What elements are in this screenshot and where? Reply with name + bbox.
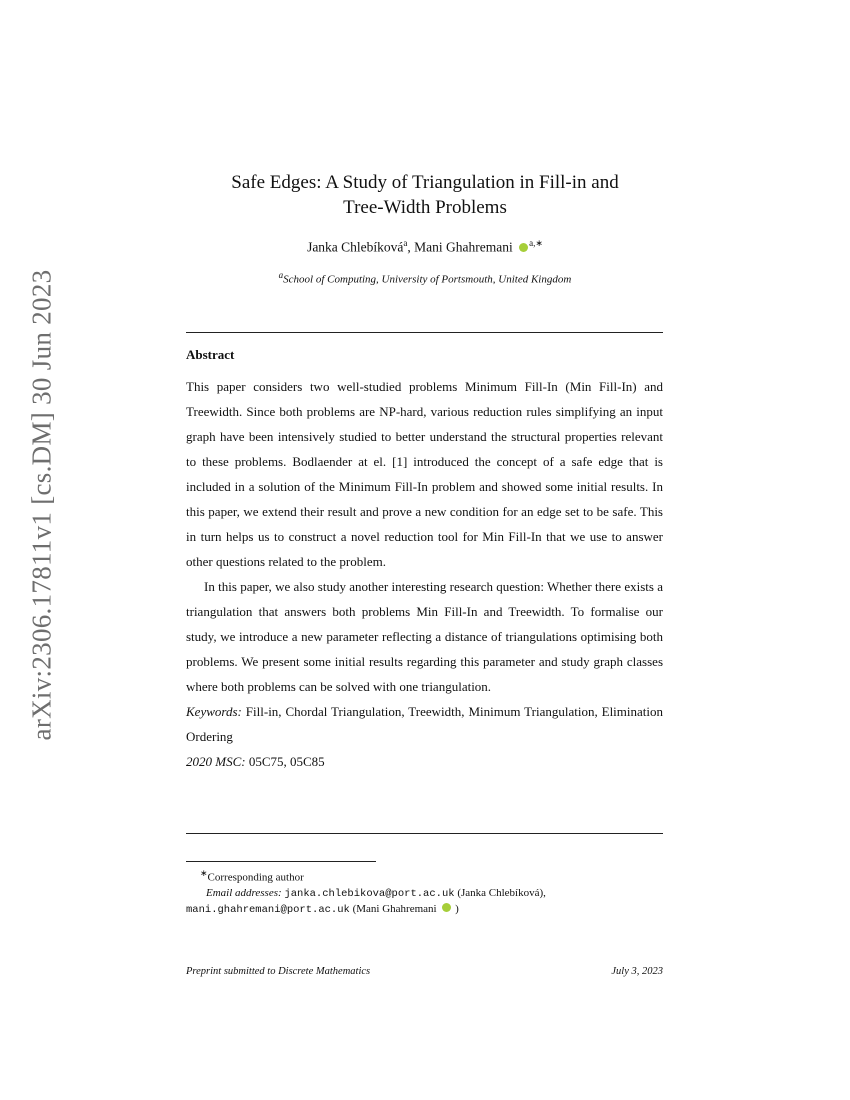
- msc-text: 05C75, 05C85: [248, 754, 325, 769]
- email-owner-2: (Mani Ghahremani: [352, 902, 437, 915]
- email-link-1[interactable]: janka.chlebikova@port.ac.uk: [284, 887, 455, 900]
- top-divider: [186, 332, 663, 333]
- author-affil-mark: a,∗: [529, 238, 543, 248]
- author-affil-mark: a: [403, 238, 408, 248]
- orcid-icon[interactable]: [519, 243, 528, 252]
- corresponding-note: [186, 866, 663, 886]
- keywords-text: Fill-in, Chordal Triangulation, Treewidth, Minimum Triangulation, Elimination Ordering: [186, 704, 664, 744]
- author-name: Janka Chlebíková: [307, 239, 404, 255]
- msc-label: 2020 MSC:: [186, 754, 246, 769]
- author-name: Mani Ghahremani: [414, 239, 513, 255]
- title-line-1: Safe Edges: A Study of Triangulation in Fill-in and: [231, 172, 619, 193]
- abstract-paragraph-2: In this paper, we also study another interesting research question: Whether there exists a triangulation that answers both problems Min Fill-In and Treewidth. To formalise our study, we introduce a new parameter reflecting a distance of triangulations optimising both problems. We present some initial results regarding this parameter and study graph classes where both problems can be solved with one triangulation.: [186, 579, 663, 694]
- arxiv-identifier: arXiv:2306.17811v1 [cs.DM] 30 Jun 2023: [26, 269, 57, 741]
- bottom-divider: [186, 833, 663, 834]
- orcid-icon[interactable]: [442, 903, 451, 912]
- corresponding-mark: ∗: [200, 868, 208, 878]
- email-label: Email addresses:: [206, 886, 282, 899]
- keywords: [186, 699, 663, 749]
- affiliation-text: School of Computing, University of Portsmouth, United Kingdom: [283, 273, 572, 286]
- paper-title: [150, 170, 700, 220]
- email-close-paren: ): [455, 902, 459, 915]
- footnote-divider: [186, 861, 376, 862]
- preprint-note: Preprint submitted to Discrete Mathematics: [186, 966, 371, 977]
- affiliation: [150, 270, 700, 286]
- submission-date: July 3, 2023: [611, 966, 663, 977]
- email-owner-1: (Janka Chlebíková),: [457, 886, 546, 899]
- email-line-2: [186, 902, 663, 918]
- title-line-2: Tree-Width Problems: [343, 197, 507, 218]
- affiliation-mark: a: [278, 270, 284, 280]
- keywords-label: Keywords:: [186, 704, 242, 719]
- footnote: [186, 866, 663, 918]
- abstract-paragraph-1: This paper considers two well-studied problems Minimum Fill-In (Min Fill-In) and Treewidth. Since both problems are NP-hard, various reduction rules simplifying an input graph have been intensively studied to better understand the structural properties relevant to these problems. Bodlaender at el. [1] introduced the concept of a safe edge that is included in a solution of the Minimum Fill-In problem and showed some initial results. In this paper, we extend their result and prove a new condition for an edge set to be safe. This in turn helps us to construct a novel reduction tool for Min Fill-In that we use to answer other questions related to the problem.: [186, 379, 663, 569]
- abstract-heading: Abstract: [186, 347, 235, 362]
- corresponding-text: Corresponding author: [207, 871, 304, 884]
- author-list: Janka Chlebíková$^a$, Mani Ghahremani $^{a,∗}$: [307, 238, 543, 255]
- email-link-2[interactable]: mani.ghahremani@port.ac.uk: [186, 903, 350, 916]
- abstract-section: [186, 346, 663, 774]
- msc-codes: [186, 749, 663, 774]
- email-line: [186, 886, 663, 902]
